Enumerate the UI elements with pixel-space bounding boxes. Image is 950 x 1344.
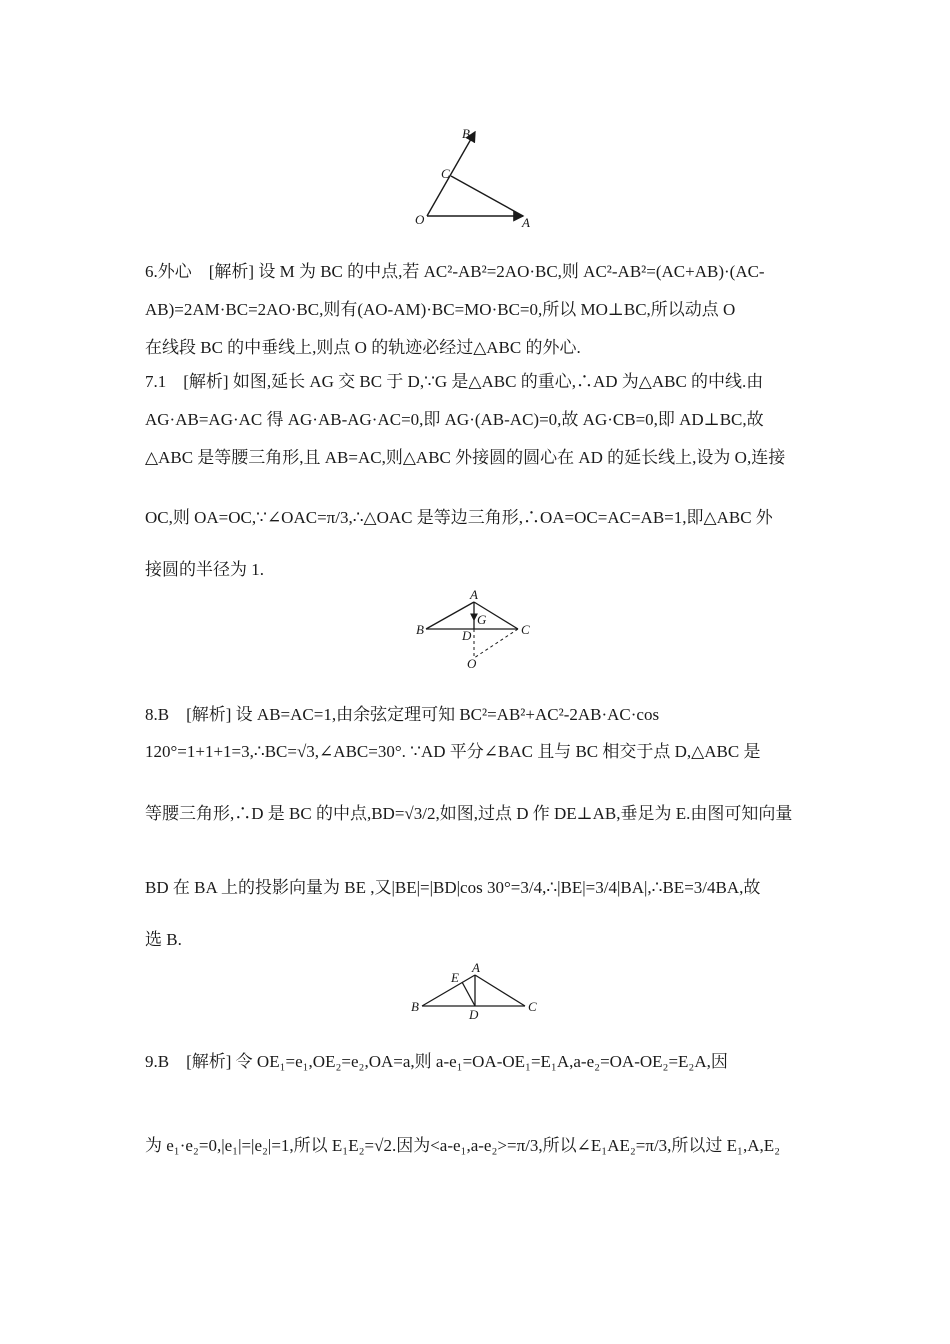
- text-line-15: 为 e₁·e₂=0,|e₁|=|e₂|=1,所以 E₁E₂=√2.因为<a-e₁,a-e₂>=π/3,所以∠E₁AE₂=π/3,所以过 E₁,A,E₂: [145, 1136, 781, 1155]
- text-line-7: OC,则 OA=OC,∵∠OAC=π/3,∴△OAC 是等边三角形,∴OA=OC=AC=AB=1,即△ABC 外: [145, 508, 773, 527]
- text-line-1: 6.外心 [解析] 设 M 为 BC 的中点,若 AC²-AB²=2AO·BC,则 AC²-AB²=(AC+AB)·(AC-: [145, 262, 765, 281]
- text-line-3: 在线段 BC 的中垂线上,则点 O 的轨迹必经过△ABC 的外心.: [145, 338, 581, 357]
- segment-de: [462, 982, 475, 1006]
- text-line-5: AG·AB=AG·AC 得 AG·AB-AG·AC=0,即 AG·(AB-AC)=0,故 AG·CB=0,即 AD⊥BC,故: [145, 410, 764, 429]
- text-line-9: 8.B [解析] 设 AB=AC=1,由余弦定理可知 BC²=AB²+AC²-2AB·AC·cos: [145, 705, 660, 724]
- text-line-14: 9.B [解析] 令 OE₁=e₁,OE₂=e₂,OA=a,则 a-e₁=OA-OE₁=E₁A,a-e₂=OA-OE₂=E₂A,因: [145, 1052, 728, 1071]
- label-c: C: [528, 999, 537, 1014]
- figure-vectors-oab: [405, 120, 550, 235]
- segment-ac: [475, 975, 525, 1006]
- label-d: D: [462, 628, 472, 643]
- label-e: E: [451, 970, 459, 985]
- text-line-13: 选 B.: [145, 930, 182, 949]
- label-a: A: [470, 588, 478, 602]
- text-line-2: AB)=2AM·BC=2AO·BC,则有(AO-AM)·BC=MO·BC=0,所以 MO⊥BC,所以动点 O: [145, 300, 736, 319]
- label-c: C: [441, 166, 450, 181]
- label-a: A: [472, 960, 480, 975]
- text-line-11: 等腰三角形,∴D 是 BC 的中点,BD=√3/2,如图,过点 D 作 DE⊥AB,垂足为 E.由图可知向量: [145, 804, 793, 823]
- text-line-8: 接圆的半径为 1.: [145, 560, 264, 579]
- label-b: B: [411, 999, 419, 1014]
- label-b: B: [462, 126, 470, 141]
- segment-co-dashed: [474, 629, 518, 658]
- segment-ob: [427, 132, 475, 216]
- label-b: B: [416, 622, 424, 637]
- text-line-4: 7.1 [解析] 如图,延长 AG 交 BC 于 D,∵G 是△ABC 的重心,∴AD 为△ABC 的中线.由: [145, 372, 764, 391]
- figure-triangle-centroid: [412, 588, 547, 673]
- label-g: G: [477, 612, 487, 627]
- label-d: D: [469, 1007, 479, 1022]
- segment-ba: [426, 602, 474, 629]
- label-a: A: [522, 215, 530, 230]
- text-line-10: 120°=1+1+1=3,∴BC=√3,∠ABC=30°. ∵AD 平分∠BAC 且与 BC 相交于点 D,△ABC 是: [145, 742, 761, 761]
- text-line-12: BD 在 BA 上的投影向量为 BE ,又|BE|=|BD|cos 30°=3/4,∴|BE|=3/4|BA|,∴BE=3/4BA,故: [145, 878, 761, 897]
- label-o: O: [467, 656, 477, 671]
- label-o: O: [415, 212, 425, 227]
- segment-ca: [451, 176, 523, 216]
- figure-triangle-projection: [405, 958, 550, 1023]
- text-line-6: △ABC 是等腰三角形,且 AB=AC,则△ABC 外接圆的圆心在 AD 的延长线上,设为 O,连接: [145, 448, 786, 467]
- label-c: C: [521, 622, 530, 637]
